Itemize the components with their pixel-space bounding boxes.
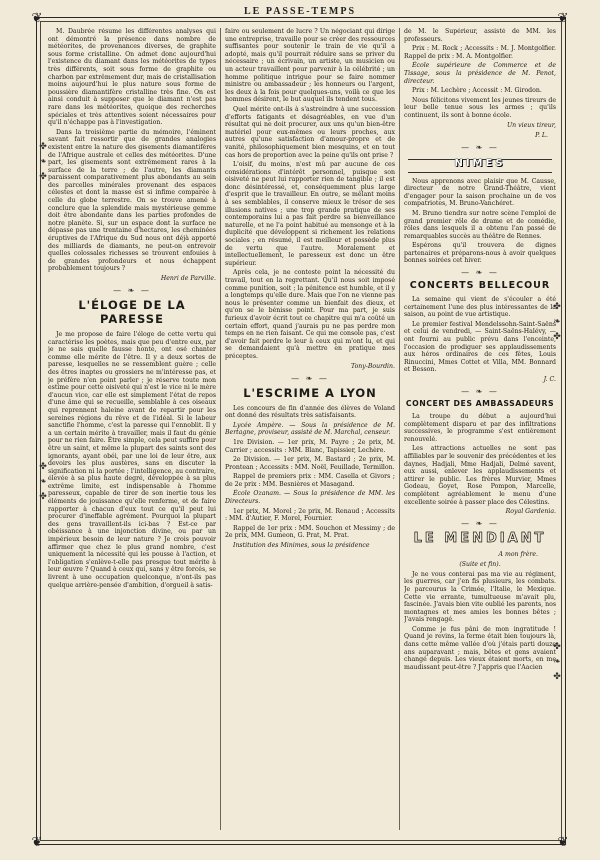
divider-ornament-icon: — ❧ —: [461, 519, 499, 529]
article-signature: Royal Gardenia.: [505, 508, 556, 516]
corner-ornament-icon: ❦: [31, 835, 43, 850]
divider-ornament-icon: — ❧ —: [291, 373, 329, 383]
article-paragraph: L'oisif, du moins, n'est mû par aucune de ces considérations d'intérêt personnel, puisque son oisiveté ne peut lui rapporter rien de tangible ; il est donc désintéressé, et, conséquemment plus large d'esprit que le travailleur. En outre, se mêlant moins à ses semblables, il conserve mieux le trésor de ses illusions natives ; une trop grande pratique de ses contemporains lui a pas fait perdre sa bienveillance naturelle, et ne l'a point habitué au mensonge et à la duplicité que développent si richement les relations sociales ; en résumé, il est meilleur et possède plus de vertu que l'autre. Moralement et intellectuellement, le paresseux est donc un être supérieur.: [225, 161, 395, 267]
article-paragraph: 1er prix, M. Morel ; 2e prix, M. Renaud ; Accessits : MM. d'Autier, F. Morel, Fournier.: [225, 507, 395, 523]
article-paragraph: Comme je fus pâni de mon ingratitude ! Quand je revins, la ferme était bien toujours là, dans cette même vallée d'où j'étais parti douze ans auparavant ; mais, bêtes et gens avaient changé depuis. Les vieux étaient morts, en me maudissant peut-être ? J'appris que l'Aacien: [404, 625, 556, 671]
article-paragraph: Nous apprenons avec plaisir que M. Causse, directeur de notre Grand-Théâtre, vient d'engager pour la saison prochaine un de vos compatriotes, M. Bruno-Vanchéret.: [404, 177, 556, 208]
article-paragraph: Institution des Minimes, sous la présidence: [233, 542, 370, 550]
article-paragraph: Les concours de fin d'année des élèves de Voland ont donné des résultats très satisfaisants.: [225, 404, 395, 420]
article-paragraph: Rappel de 1er prix : MM. Souchon et Messimy ; de 2e prix, MM. Gumeon, G. Prat, M. Prat.: [225, 524, 395, 540]
article-paragraph: Lycée Ampère. — Sous la présidence de M. Bertagne, proviseur, assisté de M. Marchal, censeur.: [225, 421, 395, 437]
column-rule: [220, 28, 221, 830]
article-paragraph: Le premier festival Mendelssohn-Saint-Saëns et celui de vendredi, — Saint-Saëns-Halévy, — ont fourni au public prévu dans l'enceinte, l'occasion de prodiguer ses applaudissements aux héros ordinaires de ces fêtes, Louis Rinuccini, Mmes Cottet et Villa, MM. Bonnard et Besson.: [404, 320, 556, 374]
divider-ornament-icon: — ❧ —: [461, 268, 499, 278]
divider-ornament-icon: — ❧ —: [461, 142, 499, 152]
divider-ornament-icon: — ❧ —: [461, 387, 499, 396]
corner-ornament-icon: ❦: [31, 11, 43, 26]
column-middle: [225, 28, 395, 832]
section-title-mendiant: LE MENDIANT: [413, 531, 547, 547]
article-paragraph: Je me propose de faire l'éloge de cette vertu qui caractérise les poètes, mais que peu d'entre eux, par je ne sais quelle fausse honte, ont osé chanter comme elle mérite de l'être. Il y a deux sortes de paresse, lesquelles ne se ressemblent guère ; celle des êtres inaptes ou grossiers ne m'intéresse pas, et je préfère n'en point parler ; je réserve toute mon estime pour cette oisiveté qui n'est le vice ni le mère d'aucun vice, car elle est simplement l'état de repos d'une âme qui se recueille, semblable à ces oiseaux qui reprennent haleine avant de repartir pour les sereines régions du rêve et de l'idéal. Si le labeur sanctifie l'homme, c'est la paresse qui l'ennoblit. Il y a un certain mérite à travailler, mais il faut du génie pour ne rien faire. Être simple, cela peut suffire pour être un saint, et même la plupart des saints sont des ignorants, ayant obéi, par une loi de leur être, aux devoirs les plus austères, sans en discuter la signification ni la portée ; l'intelligence, au contraire, élevée à sa plus haute degré, développée à sa plus extrême limite, est indispensable à l'homme paresseux, capable de tirer de son inertie tous les éléments de jouissance qu'elle renferme, et de faire rapporter à chacun d'eux tout ce qu'il peut lui procurer d'ineffable agrément. Pourquoi la plupart des gens travaillent-ils ici-bas ? Est-ce par obéissance à une injonction divine, ou par un impérieux besoin de leur nature ? Je crois pouvoir affirmer que chez le plus grand nombre, c'est uniquement la nécessité qui les pousse à l'action, et l'obligation s'enlève-t-elle pas presque tout mérite à leur œuvre ? Quand à ceux qui, sans y être forcés, se livrent à une occupation quelconque, n'ont-ils pas quelque arrière-pensée d'ambition, d'orgueil à satis-: [48, 331, 216, 589]
article-paragraph: de M. le Supérieur, assisté de MM. les professeurs.: [404, 28, 556, 43]
column-left: [48, 28, 216, 832]
side-ornament-icon: ✤ ❧ ✤: [39, 462, 47, 502]
corner-ornament-icon: ❦: [557, 11, 569, 26]
article-paragraph: École Ozanam. — Sous la présidence de MM. les Directeurs.: [225, 490, 395, 506]
section-title-nimes: NIMES: [454, 157, 506, 169]
article-signature: Tony-Bourdin.: [350, 362, 395, 370]
article-paragraph: Rappel de premiers prix : MM. Casella et Givors ; de 2e prix : MM. Besnières et Masagand.: [225, 473, 395, 488]
article-paragraph: M. Bruno tiendra sur notre scène l'emploi de grand premier rôle de drame et de comédie, rôles dans lesquels il a obtenu l'an passé de remarquables succès au théâtre de Rennes.: [404, 209, 556, 240]
article-paragraph: M. Daubrée résume les différentes analyses qui ont démontré la présence dans nombre de météorites, de provenances diverses, de graphite sous forme cristalline. On admet donc aujourd'hui l'existence du diamant dans les météorites de types très différents, soit sous forme de graphite ou charbon par extrêmement dur, mais de cristallisation moins aujourd'hui le plus nature sous forme de poussière diamantifère cristalline très fine. On est ainsi conduit à supposer que le diamant n'est pas rare dans les météorites, quoique des recherches spéciales et très attentives soient nécessaires pour qu'il n'échappe pas à l'investigation.: [48, 28, 216, 127]
article-signature: J. C.: [543, 376, 556, 383]
divider-ornament-icon: — ❧ —: [113, 286, 151, 295]
article-signature: Un vieux tireur,: [506, 121, 556, 129]
section-title-ambassadeurs: CONCERT DES AMBASSADEURS: [405, 399, 555, 408]
article-paragraph: Je ne vous conterai pas ma vie au régiment, les guerres, car j'en fis plusieurs, les combats. Je parcourus la Crimée, l'Italie, le Mexique. Cette vie errante, tumultueuse m'avait plu, fascinée. J'avais bien vite oublié les parents, nos montagnes et mes amies les bonnes bêtes ; J'avais rengagé.: [404, 570, 556, 624]
article-subtitle: (Suite et fin).: [459, 561, 501, 569]
article-paragraph: 2e Division. — 1er prix, M. Bastard ; 2e prix, M. Prontean ; Accessits : MM. Noël, Feuillade, Termillon.: [225, 456, 395, 471]
section-title-bellecour: CONCERTS BELLECOUR: [409, 280, 551, 292]
article-title-eloge: L'ÉLOGE DE LA PARESSE: [78, 298, 186, 326]
side-ornament-icon: ✤ ❧ ✤: [39, 142, 47, 182]
column-rule: [399, 28, 400, 830]
article-signature: P. L.: [535, 131, 548, 139]
article-paragraph: faire ou seulement de lucre ? Un négociant qui dirige une entreprise, travaille pour se créer des ressources suffisantes pour soutenir le train de vie qu'il a adopté, mais qu'il pourrait réduire sans se priver du nécessaire ; un écrivain, un artiste, un musicien ou un acteur travaillent pour parvenir à la célébrité ; un homme politique intrigue pour se faire nommer ministre ou ambassadeur ; les honneurs ou l'argent, les deux à la fois pour quelques-uns, voilà ce que les hommes désirent, le but auquel ils tendent tous.: [225, 28, 395, 104]
article-paragraph: Prix : M. Rock ; Accessits : M. J. Montgolfier. Rappel de prix : M. A. Montgolfier.: [404, 45, 556, 60]
article-paragraph: La troupe du début a aujourd'hui complètement disparu et par des infiltrations successives, le programme s'est entièrement renouvelé.: [404, 413, 556, 443]
article-paragraph: Prix : M. Lechère ; Accessit : M. Girodon.: [412, 87, 542, 95]
article-paragraph: Nous félicitons vivement les jeunes tireurs de leur belle tenue sous les armes ; qu'ils continuent, ils sont à bonne école.: [404, 96, 556, 119]
article-signature: Henri de Parville.: [160, 275, 216, 282]
column-right: [404, 28, 556, 832]
section-banner-nimes: [404, 156, 556, 174]
article-paragraph: Les attractions actuelles ne sont pas affiliables par le souvenir des précédentes et les daynes, Hadjali, Mme Hadjali, Delmé savent, eux aussi, enlever les applaudissements et attirer le public. Les frères Murvier, Mmes Godeau, Goyet, Rose Pompon, Marcelle, complétent agréablement le menu d'une excellente soirée à passer place des Célestins.: [404, 445, 556, 506]
running-head: LE PASSE-TEMPS: [244, 6, 356, 17]
article-paragraph: Quel mérite ont-ils à s'astreindre à une succession d'efforts fatigants et désagréables, en vue d'un résultat qui ne doit procurer, aux uns qu'un bien-être matériel pour eux-mêmes ou leurs proches, aux autres qu'une satisfaction d'amour-propre et de vanité, philosophiquement bien mesquins, et en tout cas hors de proportion avec la peine qu'ils ont prise ?: [225, 105, 395, 159]
article-paragraph: Après cela, je ne conteste point la nécessité du travail, tout en la regrettant. Qu'il nous soit imposé comme punition, soit ; la pénitence est humble, et il y a longtemps qu'elle dure. Mais que l'on ne vienne pas nous le présenter comme un bienfait des dieux, et qu'on se le bénisse point. Pour ma part, je suis furieux d'avoir écrit tout ce chapitre qui m'a coûté un certain effort, quand j'aurais pu ne pas perdre mon temps en ne rien faisant. Ce qui me console pas, c'est d'avoir fait perdre le leur à ceux qui m'ont lu, et qui se demandaient qu'à mettre en pratique mes préceptes.: [225, 269, 395, 360]
article-paragraph: Dans la troisième partie du mémoire, l'éminent savant fait ressortir que de grandes analogies existent entre la nature des gisements diamantifères de l'Afrique australe et celles des météorites. D'une part, les gisements sont extrêmement rares à la surface de la terre ; de l'autre, les diamants paraissent comparativement plus abondants au sein des parcelles minérales provenant des espaces célestes et dont la masse est si infime comparée à celle du globe terrestre. On se trouve amené à conclure que la splendide mais mystérieuse gemme doit être abondante dans les parties profondes de notre planète. Si, sur un espace dont la surface ne dépasse pas une trentaine d'hectares, les cheminées éruptives de l'Afrique du Sud nous ont déjà apporté des milliards de diamants, ne peut-on entrevoir quelles colossales richesses se trouvent enfouies à de grandes profondeurs et nous échappent probablement toujours ?: [48, 128, 216, 273]
corner-ornament-icon: ❦: [557, 835, 569, 850]
article-paragraph: Espérons qu'il trouvera de dignes partenaires et préparons-nous à avoir quelques bonnes soirées cet hiver.: [404, 242, 556, 265]
side-ornament-icon: ✤ ❧ ✤: [553, 302, 561, 342]
side-ornament-icon: ✤ ❧ ✤: [553, 642, 561, 682]
article-paragraph: 1re Division. — 1er prix, M. Payre ; 2e prix, M. Carrier ; accessits : MM. Blanc, Tapissier, Lechère.: [225, 438, 395, 454]
article-title-escrime: L'ESCRIME A LYON: [243, 385, 377, 400]
poem-dedication: A mon frère.: [498, 551, 538, 559]
article-paragraph: La semaine qui vient de s'écouler a été certainement l'une des plus intéressantes de la saison, au point de vue artistique.: [404, 296, 556, 319]
article-paragraph: École supérieure de Commerce et de Tissage, sous la présidence de M. Penot, directeur.: [404, 62, 556, 85]
